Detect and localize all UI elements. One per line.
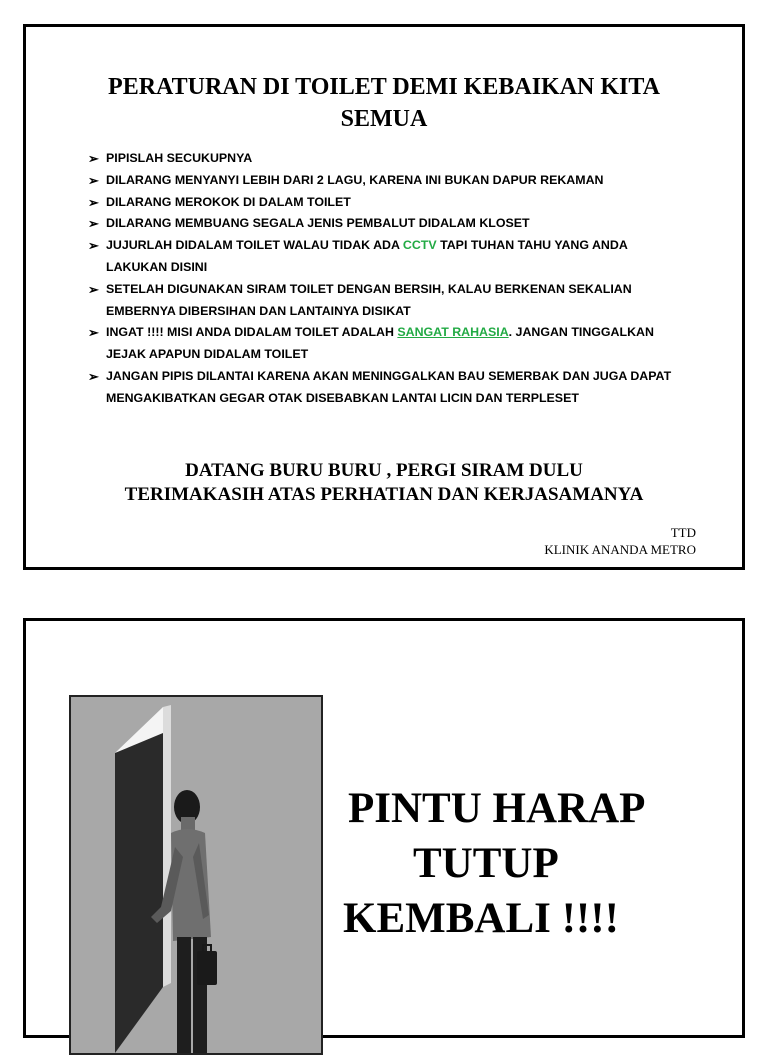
sign-title (66, 71, 702, 135)
rule-text: LAKUKAN DISINI (106, 259, 208, 274)
message-line-3: KEMBALI !!!! (343, 895, 619, 942)
signature-block (544, 524, 696, 558)
list-item (88, 148, 712, 170)
list-item (88, 366, 712, 410)
toilet-rules-sign (23, 24, 745, 570)
arrow-bullet-icon: ➢ (88, 194, 99, 210)
rule-text: INGAT !!!! MISI ANDA DIDALAM TOILET ADALAH (106, 325, 398, 340)
title-line-2: SEMUA (340, 106, 428, 132)
arrow-bullet-icon: ➢ (88, 325, 99, 341)
rule-text: PIPISLAH SECUKUPNYA (106, 151, 253, 165)
rule-text: JANGAN PIPIS DILANTAI KARENA AKAN MENINGGALKAN BAU SEMERBAK DAN JUGA DAPAT (106, 368, 672, 383)
arrow-bullet-icon: ➢ (88, 281, 99, 297)
arrow-bullet-icon: ➢ (88, 172, 99, 188)
arrow-bullet-icon: ➢ (88, 151, 99, 166)
arrow-bullet-icon: ➢ (88, 216, 99, 232)
close-door-sign (23, 618, 745, 1038)
ttd-label: TTD (670, 525, 696, 540)
sign-footer (66, 459, 702, 507)
rule-text: TAPI TUHAN TAHU YANG ANDA (436, 238, 628, 253)
man-opening-door-icon (69, 695, 323, 1055)
rule-text: EMBERNYA DIBERSIHAN DAN LANTAINYA DISIKAT (106, 303, 411, 318)
rule-text: MENGAKIBATKAN GEGAR OTAK DISEBABKAN LANTAI LICIN DAN TERPLESET (106, 390, 579, 405)
title-line-1: PERATURAN DI TOILET DEMI KEBAIKAN KITA (108, 74, 660, 100)
list-item (88, 192, 712, 214)
rule-text: JUJURLAH DIDALAM TOILET WALAU TIDAK ADA (106, 238, 403, 253)
list-item (88, 322, 712, 366)
rules-list (88, 148, 712, 410)
list-item (88, 235, 712, 279)
footer-line-2: TERIMAKASIH ATAS PERHATIAN DAN KERJASAMANYA (124, 484, 644, 505)
list-item (88, 170, 712, 192)
list-item (88, 213, 712, 235)
rule-text: SETELAH DIGUNAKAN SIRAM TOILET DENGAN BERSIH, KALAU BERKENAN SEKALIAN (106, 281, 632, 296)
rule-text: DILARANG MEMBUANG SEGALA JENIS PEMBALUT DIDALAM KLOSET (106, 216, 530, 231)
secret-highlight: SANGAT RAHASIA (397, 325, 509, 340)
message-line-2: TUTUP (413, 840, 559, 887)
org-name: KLINIK ANANDA METRO (544, 542, 696, 557)
rule-text: DILARANG MENYANYI LEBIH DARI 2 LAGU, KARENA INI BUKAN DAPUR REKAMAN (106, 172, 604, 187)
rule-text: . JANGAN TINGGALKAN (508, 325, 654, 340)
arrow-bullet-icon: ➢ (88, 238, 99, 254)
arrow-bullet-icon: ➢ (88, 368, 99, 384)
rule-text: DILARANG MEROKOK DI DALAM TOILET (106, 194, 351, 209)
close-door-message (326, 781, 706, 946)
message-line-1: PINTU HARAP (348, 785, 646, 832)
cctv-highlight: CCTV (402, 238, 437, 253)
rule-text: JEJAK APAPUN DIDALAM TOILET (106, 347, 309, 362)
list-item (88, 279, 712, 323)
footer-line-1: DATANG BURU BURU , PERGI SIRAM DULU (185, 460, 583, 481)
